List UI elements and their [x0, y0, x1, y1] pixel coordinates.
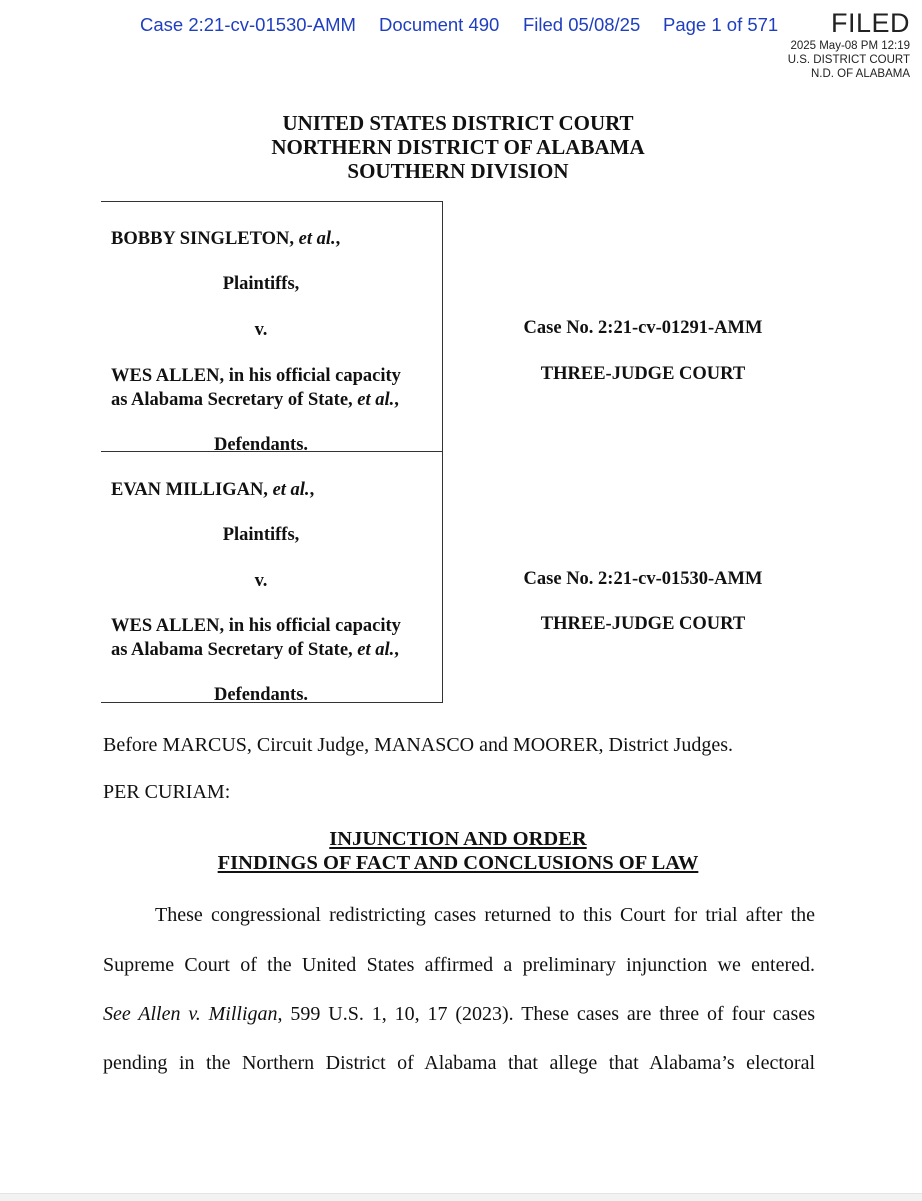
- case2-court-type: THREE-JUDGE COURT: [540, 614, 746, 634]
- ecf-filed-date: Filed 05/08/25: [523, 14, 641, 35]
- case2-plaintiff: EVAN MILLIGAN, et al.,: [111, 480, 315, 500]
- case1-case-number: Case No. 2:21-cv-01291-AMM: [523, 318, 763, 338]
- court-heading-line: SOUTHERN DIVISION: [347, 159, 569, 183]
- court-heading-line: NORTHERN DISTRICT OF ALABAMA: [271, 135, 645, 159]
- case2-versus: v.: [254, 571, 268, 591]
- per-curiam: PER CURIAM:: [103, 781, 231, 803]
- case1-plaintiffs-label: Plaintiffs,: [222, 274, 300, 294]
- ecf-case-number: Case 2:21-cv-01530-AMM: [140, 14, 356, 35]
- case1-versus: v.: [254, 320, 268, 340]
- judges-line: Before MARCUS, Circuit Judge, MANASCO and MOORER, District Judges.: [103, 734, 733, 756]
- case1-defendant-line2: as Alabama Secretary of State, et al.,: [111, 390, 399, 410]
- body-line-citation: See Allen v. Milligan, 599 U.S. 1, 10, 17 (2023). These cases are three of four cases: [103, 1003, 815, 1025]
- case2-defendant-line2: as Alabama Secretary of State, et al.,: [111, 640, 399, 660]
- case2-defendant-line1: WES ALLEN, in his official capacity: [111, 616, 401, 636]
- case1-defendants-label: Defendants.: [213, 435, 309, 455]
- document-title: INJUNCTION AND ORDER: [329, 828, 587, 850]
- filed-stamp-court: U.S. DISTRICT COURT: [787, 54, 910, 66]
- filed-stamp-datetime: 2025 May-08 PM 12:19: [790, 40, 910, 52]
- ecf-page-count: Page 1 of 571: [663, 14, 779, 35]
- case2-case-number: Case No. 2:21-cv-01530-AMM: [523, 569, 763, 589]
- case1-plaintiff: BOBBY SINGLETON, et al.,: [111, 229, 341, 249]
- case1-defendant-line1: WES ALLEN, in his official capacity: [111, 366, 401, 386]
- body-line: pending in the Northern District of Alabama that allege that Alabama’s electoral: [103, 1052, 815, 1074]
- body-line: These congressional redistricting cases returned to this Court for trial after the: [155, 904, 815, 926]
- case1-court-type: THREE-JUDGE COURT: [540, 364, 746, 384]
- body-line: Supreme Court of the United States affirmed a preliminary injunction we entered.: [103, 954, 815, 976]
- case2-defendants-label: Defendants.: [213, 685, 309, 705]
- caption-top-border: [101, 201, 443, 202]
- filed-stamp-district: N.D. OF ALABAMA: [810, 68, 910, 80]
- case2-plaintiffs-label: Plaintiffs,: [222, 525, 300, 545]
- document-subtitle: FINDINGS OF FACT AND CONCLUSIONS OF LAW: [217, 852, 699, 874]
- ecf-document-number: Document 490: [379, 14, 500, 35]
- court-heading-line: UNITED STATES DISTRICT COURT: [282, 111, 634, 135]
- filed-stamp-title: FILED: [830, 8, 910, 38]
